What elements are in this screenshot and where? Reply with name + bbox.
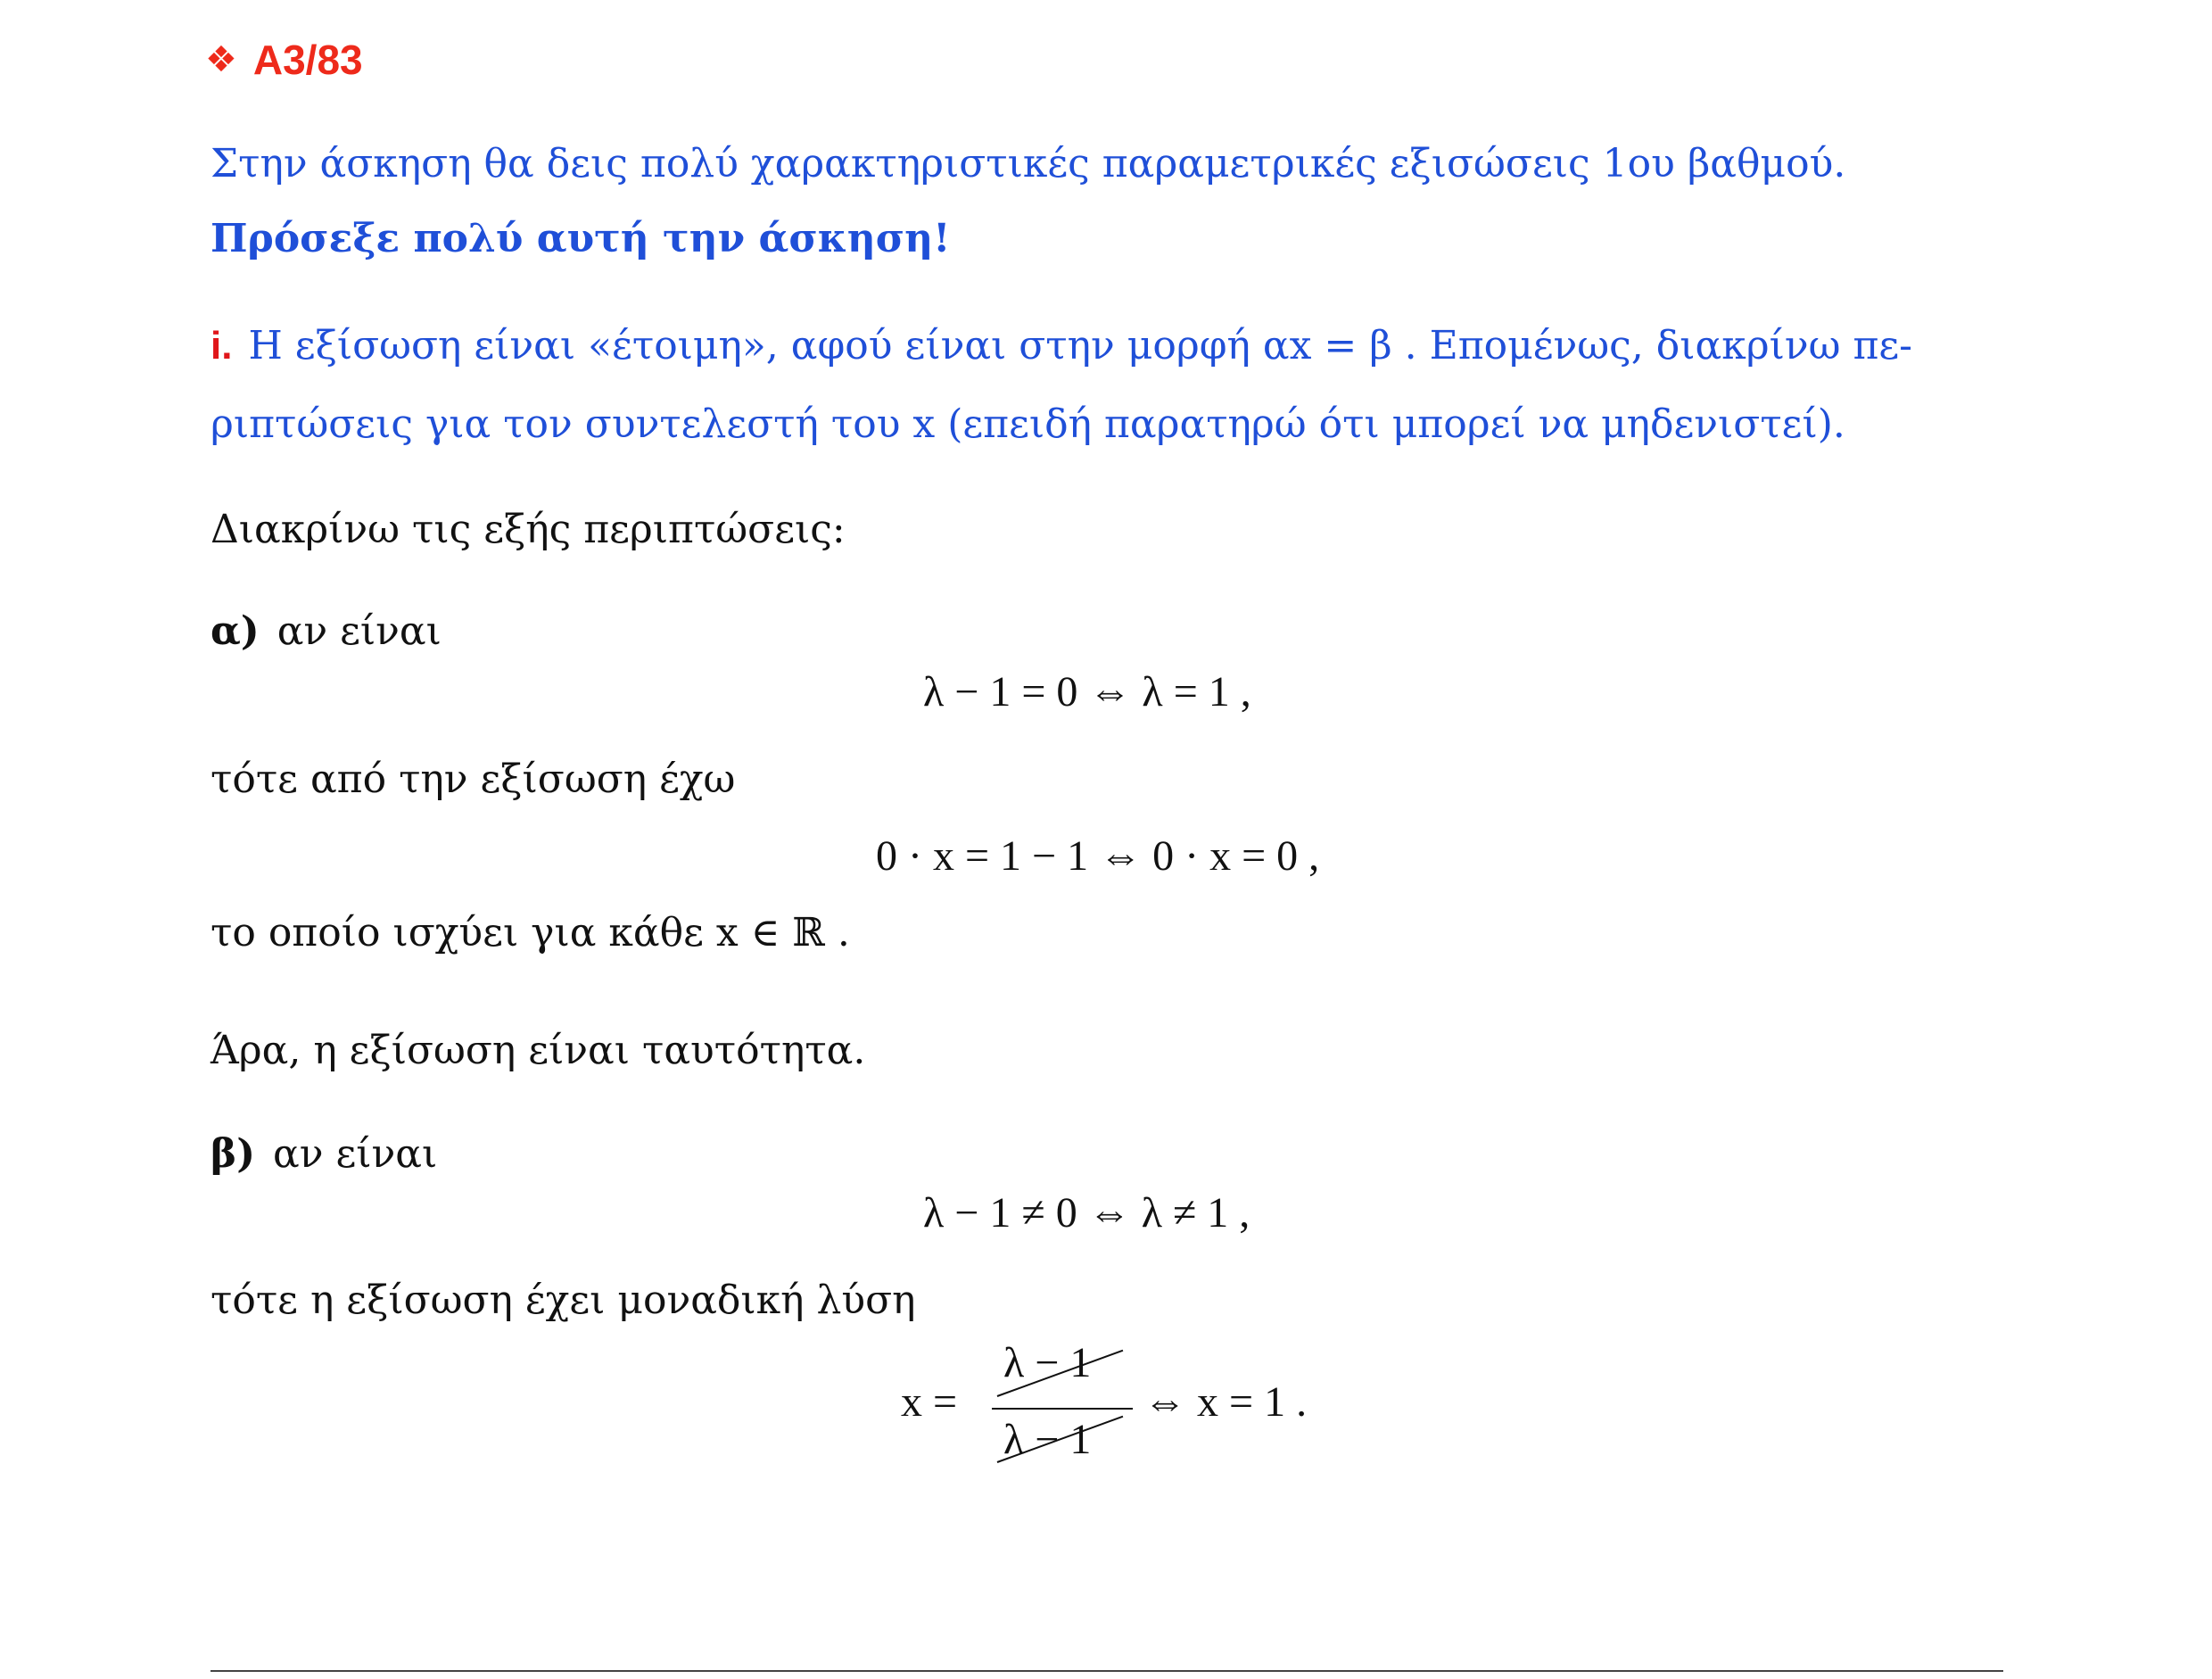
exercise-title: A3/83 bbox=[252, 37, 363, 83]
case-a-label: α) bbox=[210, 608, 260, 654]
solution-denominator: λ − 1 bbox=[1003, 1416, 1092, 1463]
solution-numerator: λ − 1 bbox=[1003, 1339, 1092, 1386]
fraction-bar bbox=[992, 1408, 1133, 1410]
part-i-label: i. bbox=[210, 324, 233, 368]
case-b-solution bbox=[901, 1338, 1329, 1472]
case-a-conclusion: Άρα, η εξίσωση είναι ταυτότητα. bbox=[210, 1028, 866, 1073]
intro-emphasis: Πρόσεξε πολύ αυτή την άσκηση! bbox=[210, 216, 951, 261]
case-b-condition: λ − 1 ≠ 0 ⇔ λ ≠ 1 , bbox=[923, 1189, 1250, 1237]
case-b-then: τότε η εξίσωση έχει μοναδική λύση bbox=[210, 1278, 916, 1323]
case-a-text: αν είναι bbox=[276, 608, 442, 654]
case-a-condition: λ − 1 = 0 ⇔ λ = 1 , bbox=[923, 668, 1251, 715]
solution-lhs: x = bbox=[901, 1378, 958, 1426]
case-a-equation: 0 · x = 1 − 1 ⇔ 0 · x = 0 , bbox=[876, 832, 1320, 880]
solution-rhs: ⇔ x = 1 . bbox=[1143, 1378, 1308, 1426]
page-bottom-rule bbox=[210, 1670, 2003, 1672]
part-i-text-1: Η εξίσωση είναι «έτοιμη», αφού είναι στην μορφή αx = β . Επομένως, διακρίνω πε- bbox=[248, 323, 1913, 368]
case-b-text: αν είναι bbox=[273, 1131, 438, 1177]
case-a-heading bbox=[210, 608, 442, 654]
intro-text: Στην άσκηση θα δεις πολύ χαρακτηριστικές παραμετρικές εξισώσεις 1ου βαθμού. bbox=[210, 141, 1846, 186]
exercise-header bbox=[205, 36, 363, 84]
cases-intro: Διακρίνω τις εξής περιπτώσεις: bbox=[210, 507, 846, 552]
case-b-label: β) bbox=[210, 1131, 256, 1177]
diamond-bullet-icon: ❖ bbox=[205, 40, 237, 79]
part-i-line-1 bbox=[210, 323, 1912, 368]
case-a-holds: το οποίο ισχύει για κάθε x ∈ ℝ . bbox=[210, 910, 850, 955]
case-a-then: τότε από την εξίσωση έχω bbox=[210, 757, 736, 802]
part-i-line-2: ριπτώσεις για τον συντελεστή του x (επειδή παρατηρώ ότι μπορεί να μηδενιστεί). bbox=[210, 401, 1845, 447]
case-b-heading bbox=[210, 1131, 437, 1177]
